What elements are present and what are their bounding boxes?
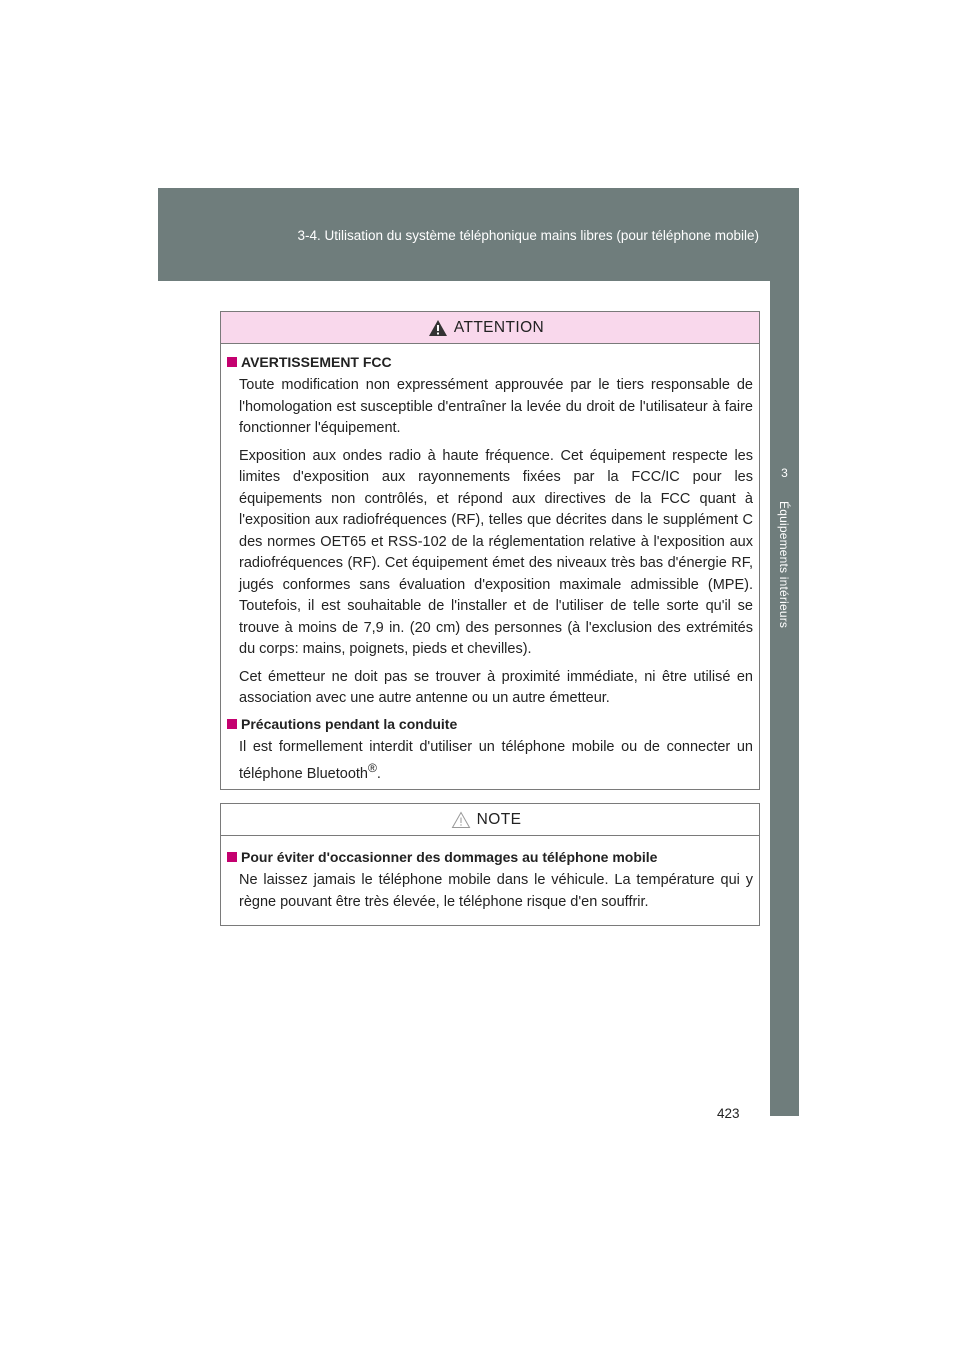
note-header	[221, 804, 759, 836]
section-title-text: AVERTISSEMENT FCC	[241, 354, 392, 370]
page-number: 423	[717, 1106, 740, 1121]
paragraph: Exposition aux ondes radio à haute fréquence. Cet équipement respecte les limites d'exposition aux rayonnements fixées par la FCC/IC pour les équipements non contrôlés, et répond aux directives de la FCC quant à l'exposition aux radiofréquences (RF), telles que décrites dans le supplément C des normes OET65 et RSS-102 de la réglementation relative à l'exposition aux radiofréquences (RF). Cet équipement émet des niveaux très bas d'énergie RF, jugés conformes sans évaluation d'exposition maximale admissible (MPE). Toutefois, il est souhaitable de l'installer et de l'utiliser de telle sorte qu'il se trouve à moins de 7,9 in. (20 cm) des personnes (à l'exclusion des extrémités du corps: mains, poignets, pieds et chevilles).	[239, 447, 753, 657]
section-title-damage	[227, 849, 753, 865]
bullet-square-icon	[227, 357, 237, 367]
page-header	[158, 188, 799, 281]
note-heading: NOTE	[476, 810, 522, 828]
section-title-driving	[227, 716, 753, 732]
attention-heading: ATTENTION	[453, 318, 545, 336]
paragraph	[239, 737, 753, 786]
chapter-number: 3	[781, 466, 788, 480]
warning-icon	[428, 319, 448, 337]
section-title-text: Pour éviter d'occasionner des dommages au téléphone mobile	[241, 849, 658, 865]
paragraph: Ne laissez jamais le téléphone mobile dans le véhicule. La température qui y règne pouvant être très élevée, le téléphone risque d'en souffrir.	[239, 872, 753, 910]
paragraph: Cet émetteur ne doit pas se trouver à proximité immédiate, ni être utilisé en association avec une autre antenne ou un autre émetteur.	[239, 668, 753, 706]
paragraph-end: .	[376, 765, 381, 782]
chapter-label: Équipements intérieurs	[777, 501, 791, 629]
caution-icon	[451, 811, 471, 829]
chapter-side-tab	[770, 281, 799, 1116]
attention-header	[221, 312, 759, 344]
bullet-square-icon	[227, 852, 237, 862]
paragraph-text: Il est formellement interdit d'utiliser un téléphone mobile ou de connecter un téléphone Bluetooth	[239, 738, 753, 782]
header-title: 3-4. Utilisation du système téléphonique mains libres (pour téléphone mobile)	[297, 228, 759, 243]
registered-mark: ®	[368, 761, 377, 775]
section-title-text: Précautions pendant la conduite	[241, 715, 458, 732]
note-box	[220, 803, 760, 926]
paragraph: Toute modification non expressément approuvée par le tiers responsable de l'homologation est susceptible d'entraîner la levée du droit de l'utilisateur à faire fonctionner l'équipement.	[239, 377, 753, 436]
bullet-square-icon	[227, 719, 237, 729]
attention-box	[220, 311, 760, 790]
section-title-fcc	[227, 354, 753, 370]
